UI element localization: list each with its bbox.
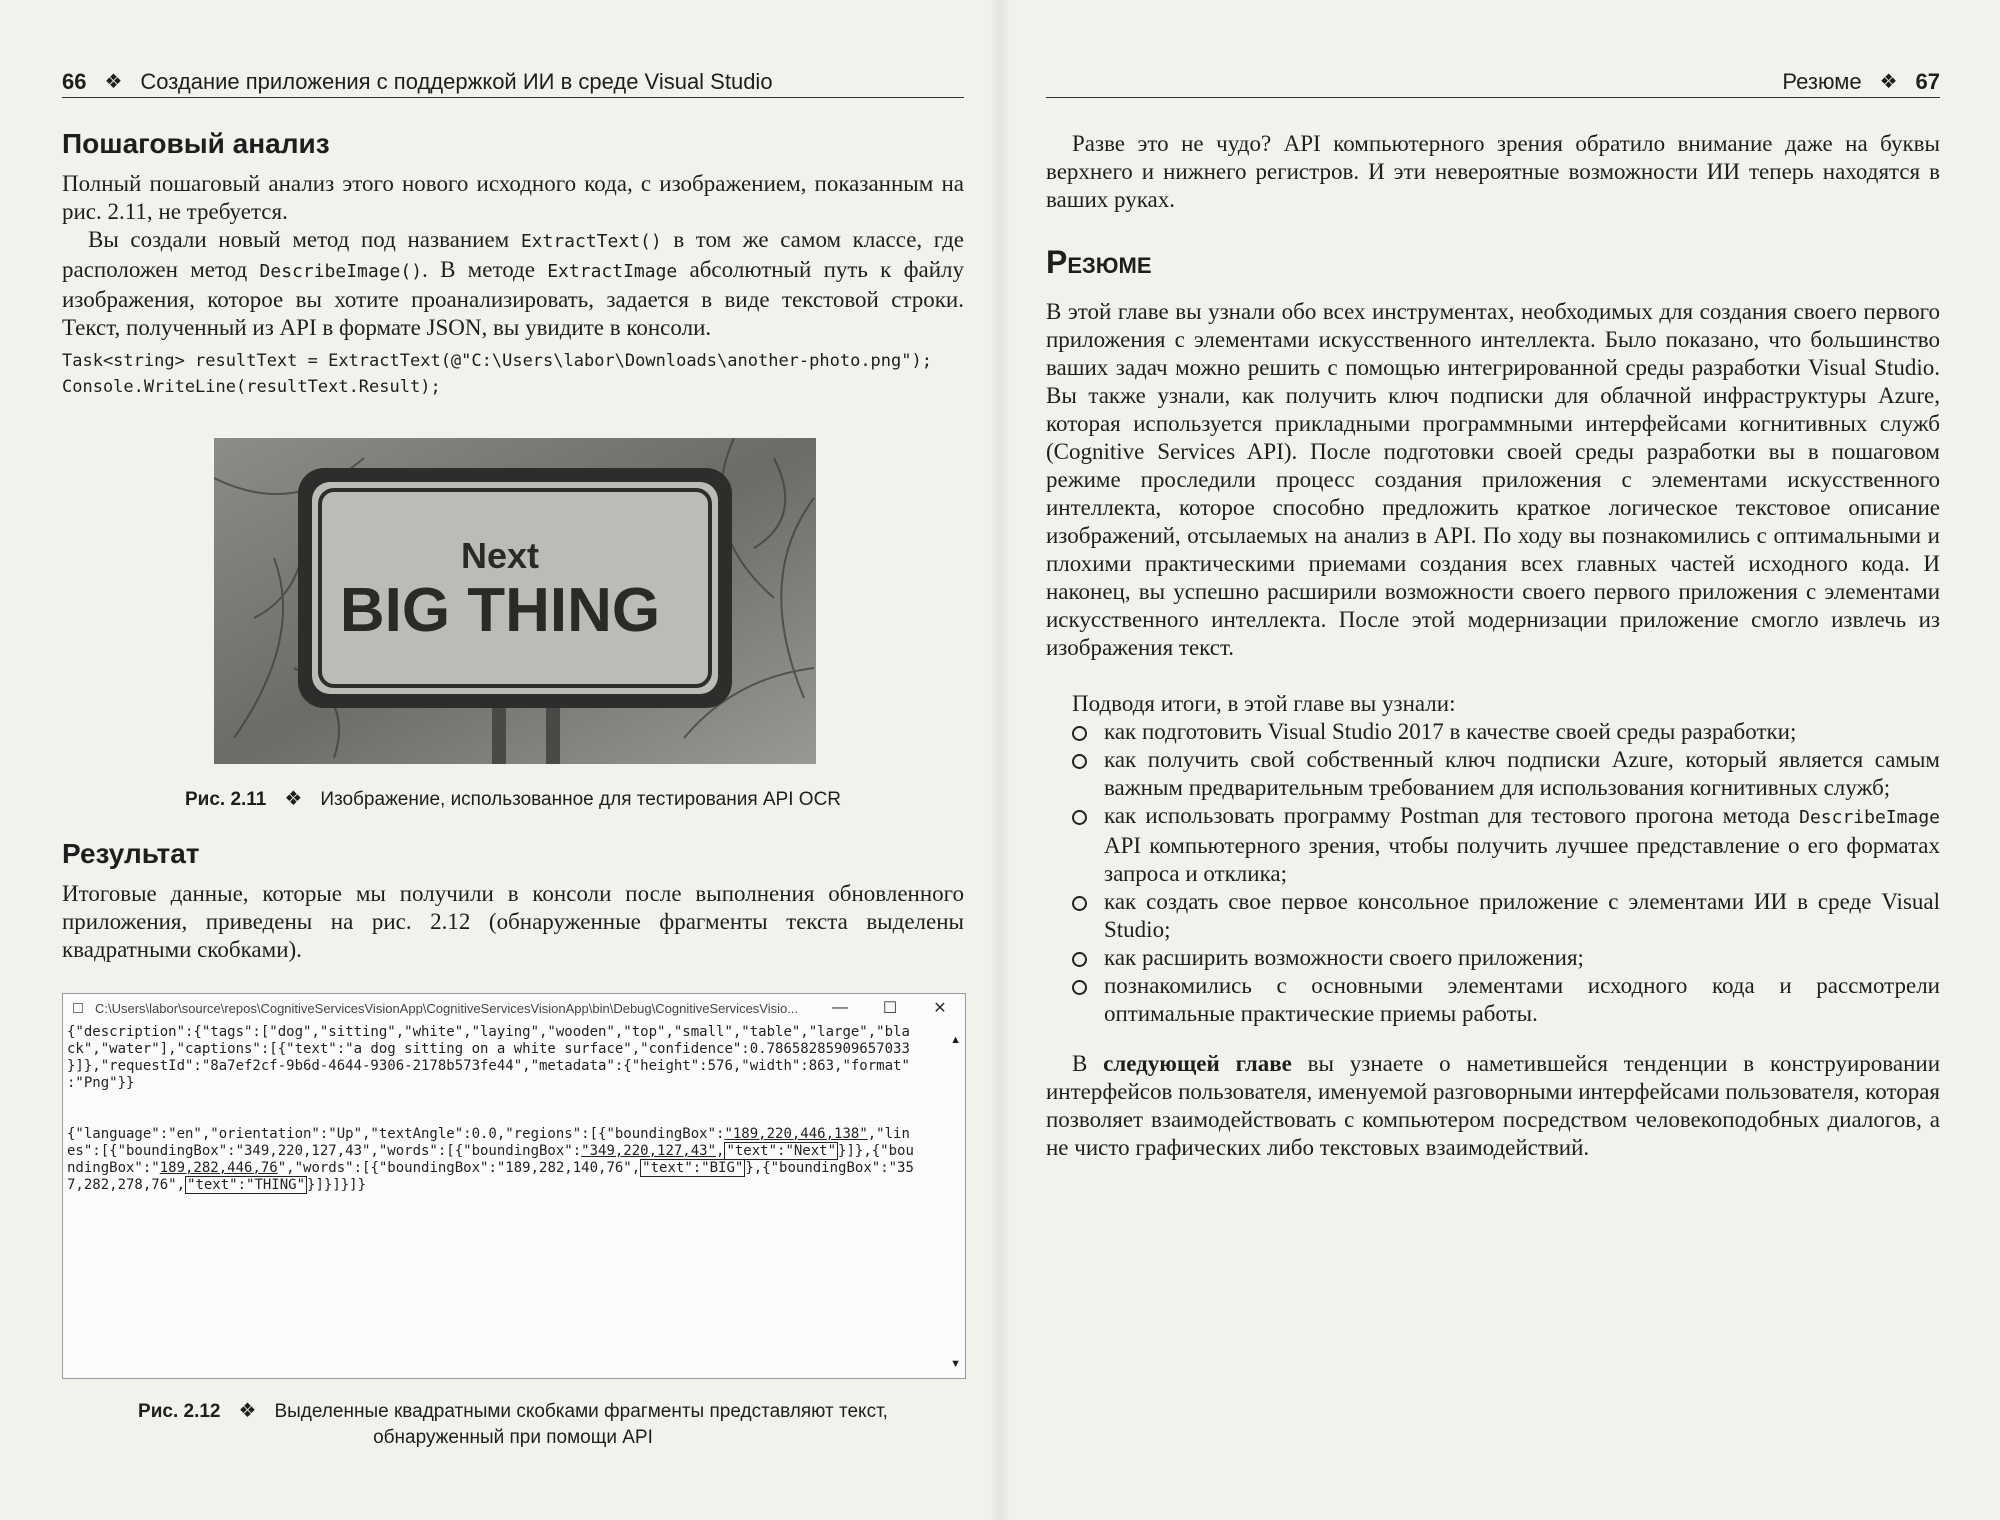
console-line: }]},"requestId":"8a7ef2cf-9b6d-4644-9306-2178b573fe44","metadata":{"height":576,"width":863,"format" xyxy=(67,1058,910,1074)
diamond-ornament-icon: ❖ xyxy=(238,1400,257,1422)
circle-bullet-icon xyxy=(1072,896,1087,911)
circle-bullet-icon xyxy=(1072,754,1087,769)
code-line: Task<string> resultText = ExtractText(@"C:\Users\labor\Downloads\another-photo.png"); xyxy=(62,351,932,371)
diamond-ornament-icon: ❖ xyxy=(284,788,303,810)
console-line: :"Png"}} xyxy=(67,1075,135,1091)
code-listing xyxy=(62,348,932,400)
console-window xyxy=(62,993,966,1379)
figure-caption-2-11: Рис. 2.11 ❖ Изображение, использованное для тестирования API OCR xyxy=(184,788,842,810)
detected-text-thing: "text":"THING" xyxy=(187,1177,306,1193)
section-heading-result: Результат xyxy=(62,838,200,869)
section-heading-walkthrough: Пошаговый анализ xyxy=(62,128,330,159)
circle-bullet-icon xyxy=(1072,980,1087,995)
code-line: Console.WriteLine(resultText.Result); xyxy=(62,377,441,397)
paragraph-next-chapter: В следующей главе вы узнаете о наметившейся тенденции в конструировании интерфейсов пользователя, именуемой разговорными интерфейсами пользователя, которая позволяет взаимодействовать с компьютером посредством человекоподобных диалогов, а не чисто графических либо текстовых взаимодействий. xyxy=(1046,1051,1941,1160)
page-number: 67 xyxy=(1915,68,1940,94)
detected-text-big: "text":"BIG" xyxy=(642,1160,744,1176)
code-extracttext: ExtractText() xyxy=(520,231,662,252)
section-heading-summary: Резюме xyxy=(1046,244,1152,280)
right-page xyxy=(1000,0,2000,1520)
console-title-path: C:\Users\labor\source\repos\CognitiveServicesVisionApp\CognitiveServicesVisionApp\bin\Debug\CognitiveServicesVisio... xyxy=(95,1000,799,1016)
list-item: как расширить возможности своего приложения; xyxy=(1046,944,1940,972)
console-line: {"description":{"tags":["dog","sitting","white","laying","wooden","top","small","table","large","bla xyxy=(67,1024,910,1040)
console-app-icon xyxy=(73,1003,83,1013)
list-item: как получить свой собственный ключ подписки Azure, который является самым важным предварительным требованием для использования когнитивных служб; xyxy=(1046,746,1940,802)
list-item: как использовать программу Postman для тестового прогона метода DescribeImage API компьютерного зрения, чтобы получить лучшее представление о его форматах запроса и отклика; xyxy=(1046,802,1940,888)
code-extractimage: ExtractImage xyxy=(547,261,678,282)
maximize-button[interactable]: ☐ xyxy=(882,1000,898,1017)
paragraph-method: Вы создали новый метод под названием ExtractText() в том же самом классе, где расположен метод DescribeImage(). В методе ExtractImage абсолютный путь к файлу изображения, которое вы хотите проанализировать, задается в виде текстовой строки. Текст, полученный из API в формате JSON, вы увидите в консоли. xyxy=(62,227,965,340)
console-line: 7,282,278,76", "text":"THING" }]}]}]} xyxy=(67,1177,367,1193)
paragraph-list-intro: Подводя итоги, в этой главе вы узнали: xyxy=(1072,691,1456,716)
running-header xyxy=(1046,66,1940,98)
scroll-up-icon[interactable]: ▲ xyxy=(950,1034,961,1046)
console-line: es":[{"boundingBox":"349,220,127,43","words":[{"boundingBox":"349,220,127,43", "text":"Next" }]},{"bou xyxy=(67,1143,914,1159)
list-item: познакомились с основными элементами исходного кода и рассмотрели оптимальные практические приемы работы. xyxy=(1046,972,1940,1028)
code-describeimage: DescribeImage xyxy=(1799,807,1940,828)
minimize-button[interactable]: — xyxy=(832,999,848,1016)
running-title: Резюме xyxy=(1782,68,1862,94)
close-button[interactable]: ✕ xyxy=(933,1000,947,1017)
figure-caption-2-12: Рис. 2.12 ❖ Выделенные квадратными скобками фрагменты представляют текст, обнаруженный при помощи API xyxy=(138,1400,888,1448)
paragraph-result: Итоговые данные, которые мы получили в консоли после выполнения обновленного приложения, приведены на рис. 2.12 (обнаруженные фрагменты текста выделены квадратными скобками). xyxy=(62,881,964,962)
diamond-ornament-icon: ❖ xyxy=(1879,71,1898,93)
sign-text-next: Next xyxy=(460,535,540,576)
sign-text-big-thing: BIG THING xyxy=(339,576,661,645)
paragraph-wonder: Разве это не чудо? API компьютерного зрения обратило внимание даже на буквы верхнего и нижнего регистров. И эти невероятные возможности ИИ теперь находятся в ваших руках. xyxy=(1046,131,1940,212)
detected-text-next: "text":"Next" xyxy=(726,1143,837,1159)
circle-bullet-icon xyxy=(1072,952,1087,967)
paragraph-intro: Полный пошаговый анализ этого нового исходного кода, с изображением, показанным на рис. 2.11, не требуется. xyxy=(62,171,964,224)
console-line: {"language":"en","orientation":"Up","textAngle":0.0,"regions":[{"boundingBox":"189,220,446,138","lin xyxy=(67,1126,910,1142)
running-title: Создание приложения с поддержкой ИИ в среде Visual Studio xyxy=(140,68,773,94)
figure-sign-photo xyxy=(214,438,816,764)
summary-bullet-list xyxy=(1046,718,1940,1028)
console-line: ndingBox":"189,282,446,76","words":[{"boundingBox":"189,282,140,76", "text":"BIG" },{"boundingBox":"35 xyxy=(67,1160,914,1176)
running-header xyxy=(62,66,964,98)
console-line: ck","water"],"captions":[{"text":"a dog sitting on a white surface","confidence":0.78658285909657033 xyxy=(67,1041,910,1057)
code-describeimage: DescribeImage() xyxy=(259,261,423,282)
console-titlebar xyxy=(63,994,965,1022)
list-item: как подготовить Visual Studio 2017 в качестве своей среды разработки; xyxy=(1046,718,1940,746)
scroll-down-icon[interactable]: ▼ xyxy=(950,1358,961,1370)
console-output xyxy=(63,1022,965,1196)
diamond-ornament-icon: ❖ xyxy=(104,71,123,93)
next-chapter-emphasis: следующей главе xyxy=(1103,1051,1292,1076)
list-item: как создать свое первое консольное приложение с элементами ИИ в среде Visual Studio; xyxy=(1046,888,1940,944)
page-number: 66 xyxy=(62,68,87,94)
circle-bullet-icon xyxy=(1072,810,1087,825)
paragraph-summary: В этой главе вы узнали обо всех инструментах, необходимых для создания своего первого приложения с элементами искусственного интеллекта. Было показано, что большинство ваших задач можно решить с помощью интегрированной среды разработки Visual Studio. Вы также узнали, как получить ключ подписки для облачной инфраструктуры Azure, которая используется прикладными программными интерфейсами когнитивных служб (Cognitive Services API). После подготовки своей среды разработки вы в пошаговом режиме проследили процесс создания приложения с элементами искусственного интеллекта, которое способно предложить краткое логическое текстовое описание изображений, отсылаемых на анализ в API. По ходу вы познакомились с оптимальными и плохими практическими приемами создания всех главных частей исходного кода. И наконец, вы успешно расширили возможности своего первого приложения с элементами искусственного интеллекта. После этой модернизации приложение смогло извлечь из изображения текст. xyxy=(1046,299,1940,660)
circle-bullet-icon xyxy=(1072,726,1087,741)
